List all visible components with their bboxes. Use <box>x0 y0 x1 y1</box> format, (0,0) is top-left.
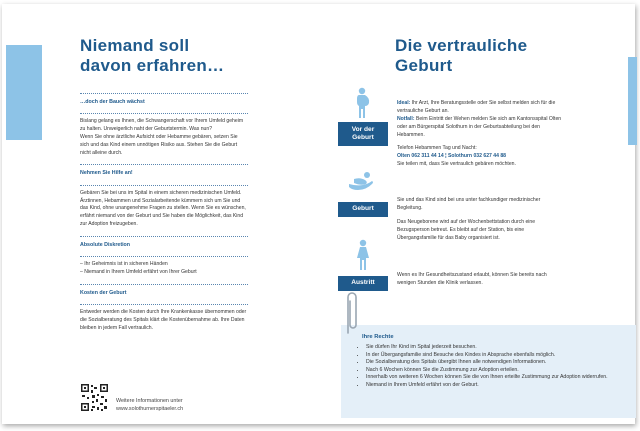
right-accent-tab <box>628 57 637 145</box>
list-item: • Nach 6 Wochen können Sie die Zustimmung zur Adoption erteilen. <box>366 367 636 375</box>
label-geburt: Geburt <box>338 202 388 217</box>
qr-code[interactable] <box>80 383 109 412</box>
rights-title: Ihre Rechte <box>362 334 394 340</box>
list-item: • Innerhalb von weiteren 6 Wochen können Sie die von Ihnen erteilte Zustimmung zur Adoption widerrufen. <box>366 374 636 382</box>
paragraph: Entweder werden die Kosten durch Ihre Krankenkasse übernommen oder die Sozialberatung des Spitals klärt die Kostenübernahme ab. Ihre Daten bleiben in jedem Fall vertraulich. <box>80 309 247 332</box>
paragraph: Bislang gelang es Ihnen, die Schwangerschaft vor Ihrem Umfeld geheim zu halten. Unweigerlich naht der Geburtstermin. Was nun? <box>80 117 244 132</box>
paperclip-icon <box>344 289 358 335</box>
list-item: – Niemand in Ihrem Umfeld erfährt von Ihrer Geburt <box>80 269 197 276</box>
list-item: • In der Übergangsfamilie sind Besuche des Kindes in Absprache ebenfalls möglich. <box>366 352 636 360</box>
section-heading-kosten: Kosten der Geburt <box>80 290 127 297</box>
label-vor-der-geburt: Vor der Geburt <box>338 122 388 146</box>
divider <box>80 164 248 165</box>
divider <box>80 304 248 305</box>
website-link[interactable]: www.solothurnerspitaeler.ch <box>116 405 184 412</box>
list-item: • Sie dürfen Ihr Kind im Spital jederzeit besuchen. <box>366 344 636 352</box>
divider <box>80 93 248 94</box>
list-item: – Ihr Geheimnis ist in sicheren Händen <box>80 261 168 268</box>
left-title: Niemand soll davon erfahren… <box>80 36 225 76</box>
list-item: • Die Sozialberatung des Spitals übergibt Ihnen alle notwendigen Informationen. <box>366 359 636 367</box>
divider <box>80 236 248 237</box>
text-austritt: Wenn es Ihr Gesundheitszustand erlaubt, können Sie bereits nach wenigen Stunden die Klinik verlassen. <box>397 272 547 286</box>
pregnant-woman-icon <box>354 87 372 119</box>
woman-icon <box>355 239 371 271</box>
paragraph: Wenn Sie ohne ärztliche Aufsicht oder Hebamme gebären, setzen Sie sich und das Kind einem unnötigen Risiko aus. Stehen Sie die Geburt nicht alleine durch. <box>80 133 238 156</box>
section-heading-hilfe: Nehmen Sie Hilfe an! <box>80 170 133 177</box>
label-austritt: Austritt <box>338 276 388 291</box>
divider <box>80 113 248 114</box>
right-title: Die vertrauliche Geburt <box>395 36 528 76</box>
section-heading-bauch: …doch der Bauch wächst <box>80 98 145 105</box>
text-vor-der-geburt: Ideal: Ihr Arzt, Ihre Beratungsstelle oder Sie selbst melden sich für die vertrauliche Geburt an. Notfall: Beim Eintritt der Wehen melden Sie sich am Kantonsspital Olten oder am Bürgerspital Solothurn in der Geburtsabteilung bei den Hebammen. Telefon Hebammen Tag und Nacht: Olten 062 311 44 14 ¦ Solothurn 032 627 44 88 Sie teilen mit, dass Sie vertraulich gebären möchten. <box>397 100 565 169</box>
divider <box>80 256 248 257</box>
more-info: Weitere Informationen unter www.solothurnerspitaeler.ch <box>116 398 184 412</box>
divider <box>80 284 248 285</box>
divider <box>80 185 248 186</box>
baby-in-hands-icon <box>348 171 378 193</box>
section-heading-diskretion: Absolute Diskretion <box>80 242 131 249</box>
list-item: • Niemand in Ihrem Umfeld erfährt von der Geburt. <box>366 382 636 390</box>
paragraph: Gebären Sie bei uns im Spital in einem sicheren medizinischen Umfeld. Ärztinnen, Hebammen und Sozialarbeitende kümmern sich um Sie und das Kind, ohne unangenehme Fragen zu stellen. Wenn Sie es wünschen, erfährt niemand von der Geburt und Sie haben die Möglichkeit, das Kind zur Adoption freizugeben. <box>80 189 246 228</box>
left-accent-bar <box>6 45 42 140</box>
left-column <box>80 36 248 333</box>
rights-list <box>356 344 636 389</box>
phone-numbers[interactable]: Olten 062 311 44 14 ¦ Solothurn 032 627 44 88 <box>397 153 507 160</box>
text-geburt: Sie und das Kind sind bei uns unter fachkundiger medizinischer Begleitung. Das Neugeborene wird auf der Wochenbettstation durch eine Bezugsperson betreut. Es bleibt auf der Station, bis eine Übergangsfamilie für das Baby organisiert ist. <box>397 197 541 241</box>
